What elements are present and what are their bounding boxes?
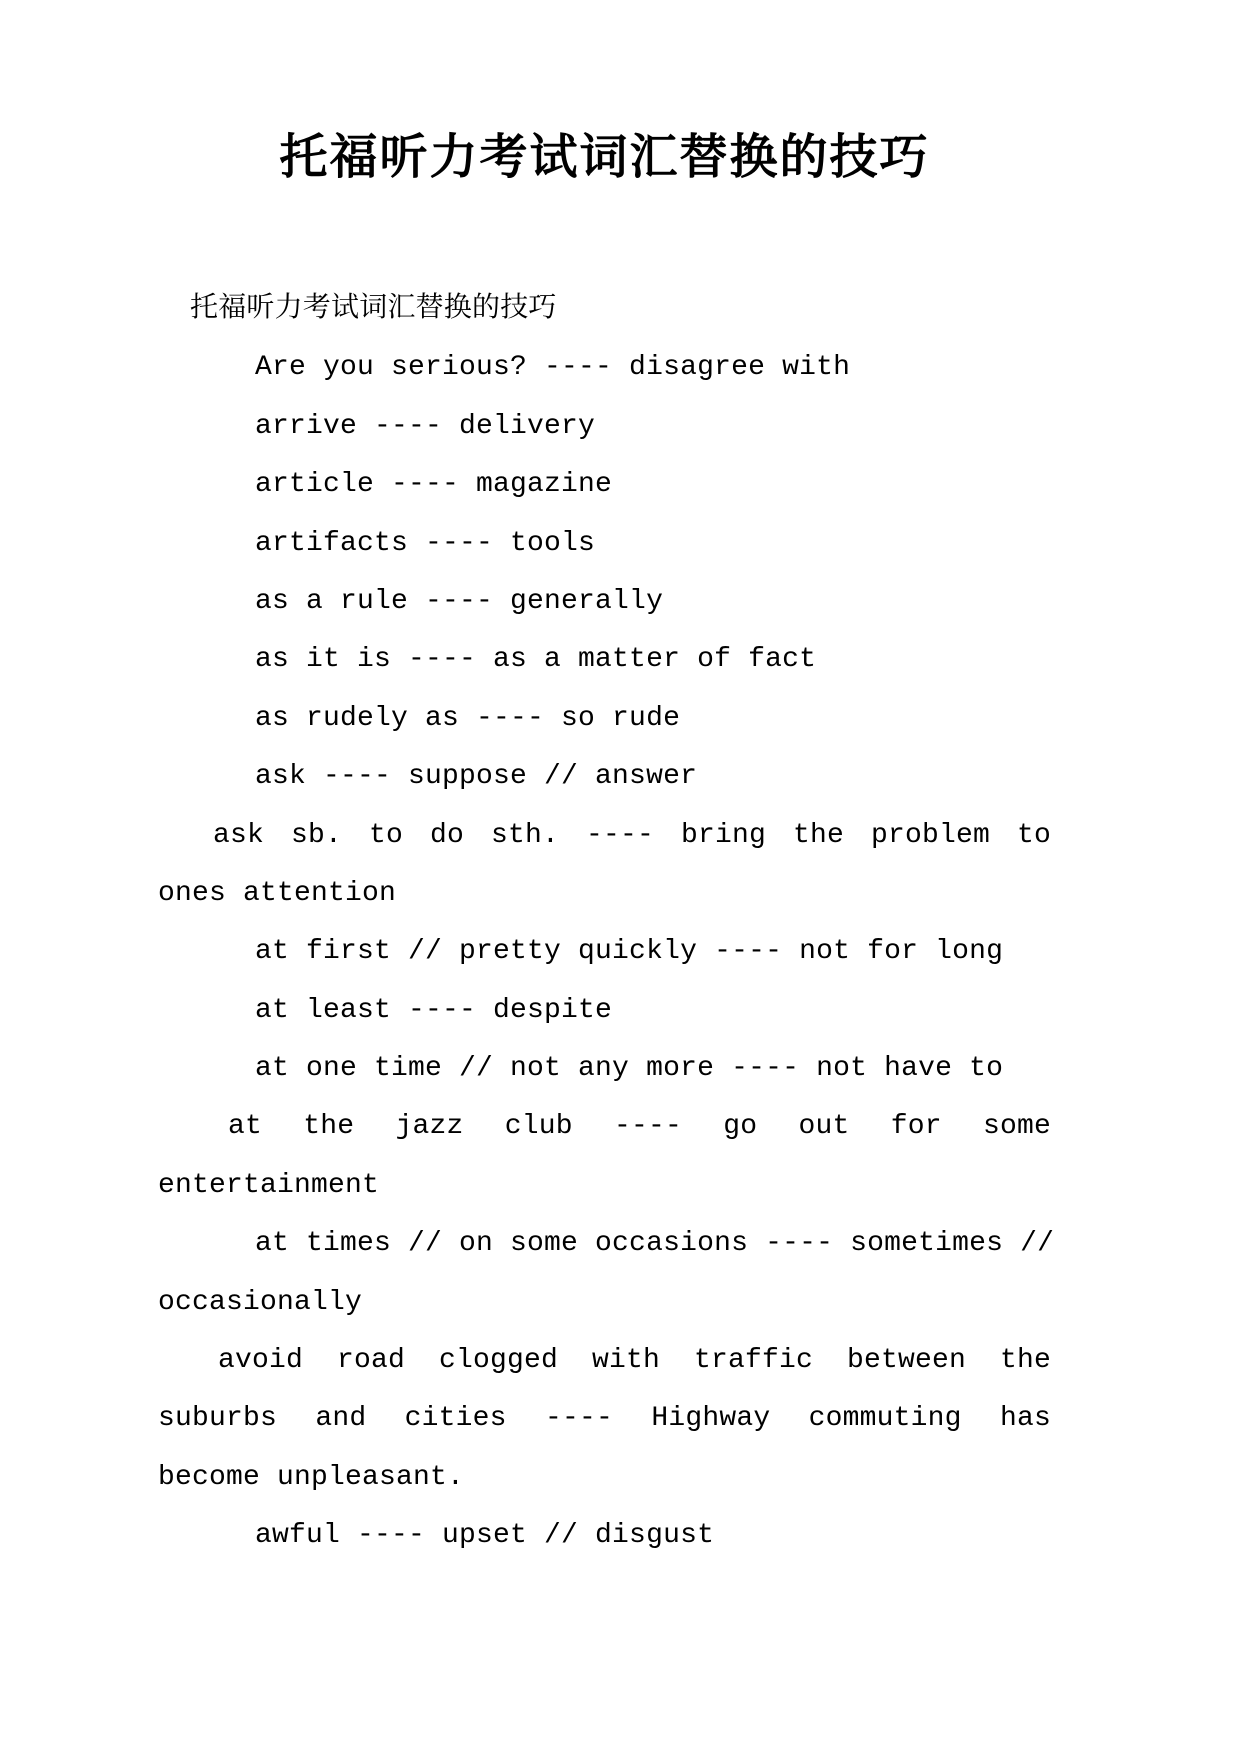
text-line: as rudely as ---- so rude: [255, 702, 681, 734]
text-line: at times // on some occasions ---- sometimes //: [255, 1228, 1055, 1260]
text-line: awful ---- upset // disgust: [255, 1520, 715, 1552]
text-line: at the jazz club ---- go out for some: [228, 1111, 1051, 1143]
document-body: [158, 281, 1055, 1566]
text-line: suburbs and cities ---- Highway commuting has: [158, 1403, 1051, 1435]
document-title: 托福听力考试词汇替换的技巧: [279, 131, 930, 184]
text-line: as a rule ---- generally: [255, 585, 664, 617]
text-line: article ---- magazine: [255, 469, 613, 501]
text-line: ask sb. to do sth. ---- bring the problem to: [213, 819, 1051, 851]
text-line: at one time // not any more ---- not have to: [255, 1053, 1004, 1085]
text-line: 托福听力考试词汇替换的技巧: [190, 294, 557, 325]
text-line: as it is ---- as a matter of fact: [255, 644, 817, 676]
text-line: become unpleasant.: [158, 1461, 465, 1493]
text-line: at least ---- despite: [255, 994, 613, 1026]
text-line: arrive ---- delivery: [255, 410, 596, 442]
text-line: avoid road clogged with traffic between the: [218, 1345, 1051, 1377]
text-line: ones attention: [158, 877, 397, 909]
text-line: at first // pretty quickly ---- not for long: [255, 936, 1004, 968]
text-line: ask ---- suppose // answer: [255, 761, 698, 793]
text-line: entertainment: [158, 1169, 380, 1201]
text-line: Are you serious? ---- disagree with: [255, 352, 851, 384]
text-line: occasionally: [158, 1286, 363, 1318]
text-line: artifacts ---- tools: [255, 527, 596, 559]
